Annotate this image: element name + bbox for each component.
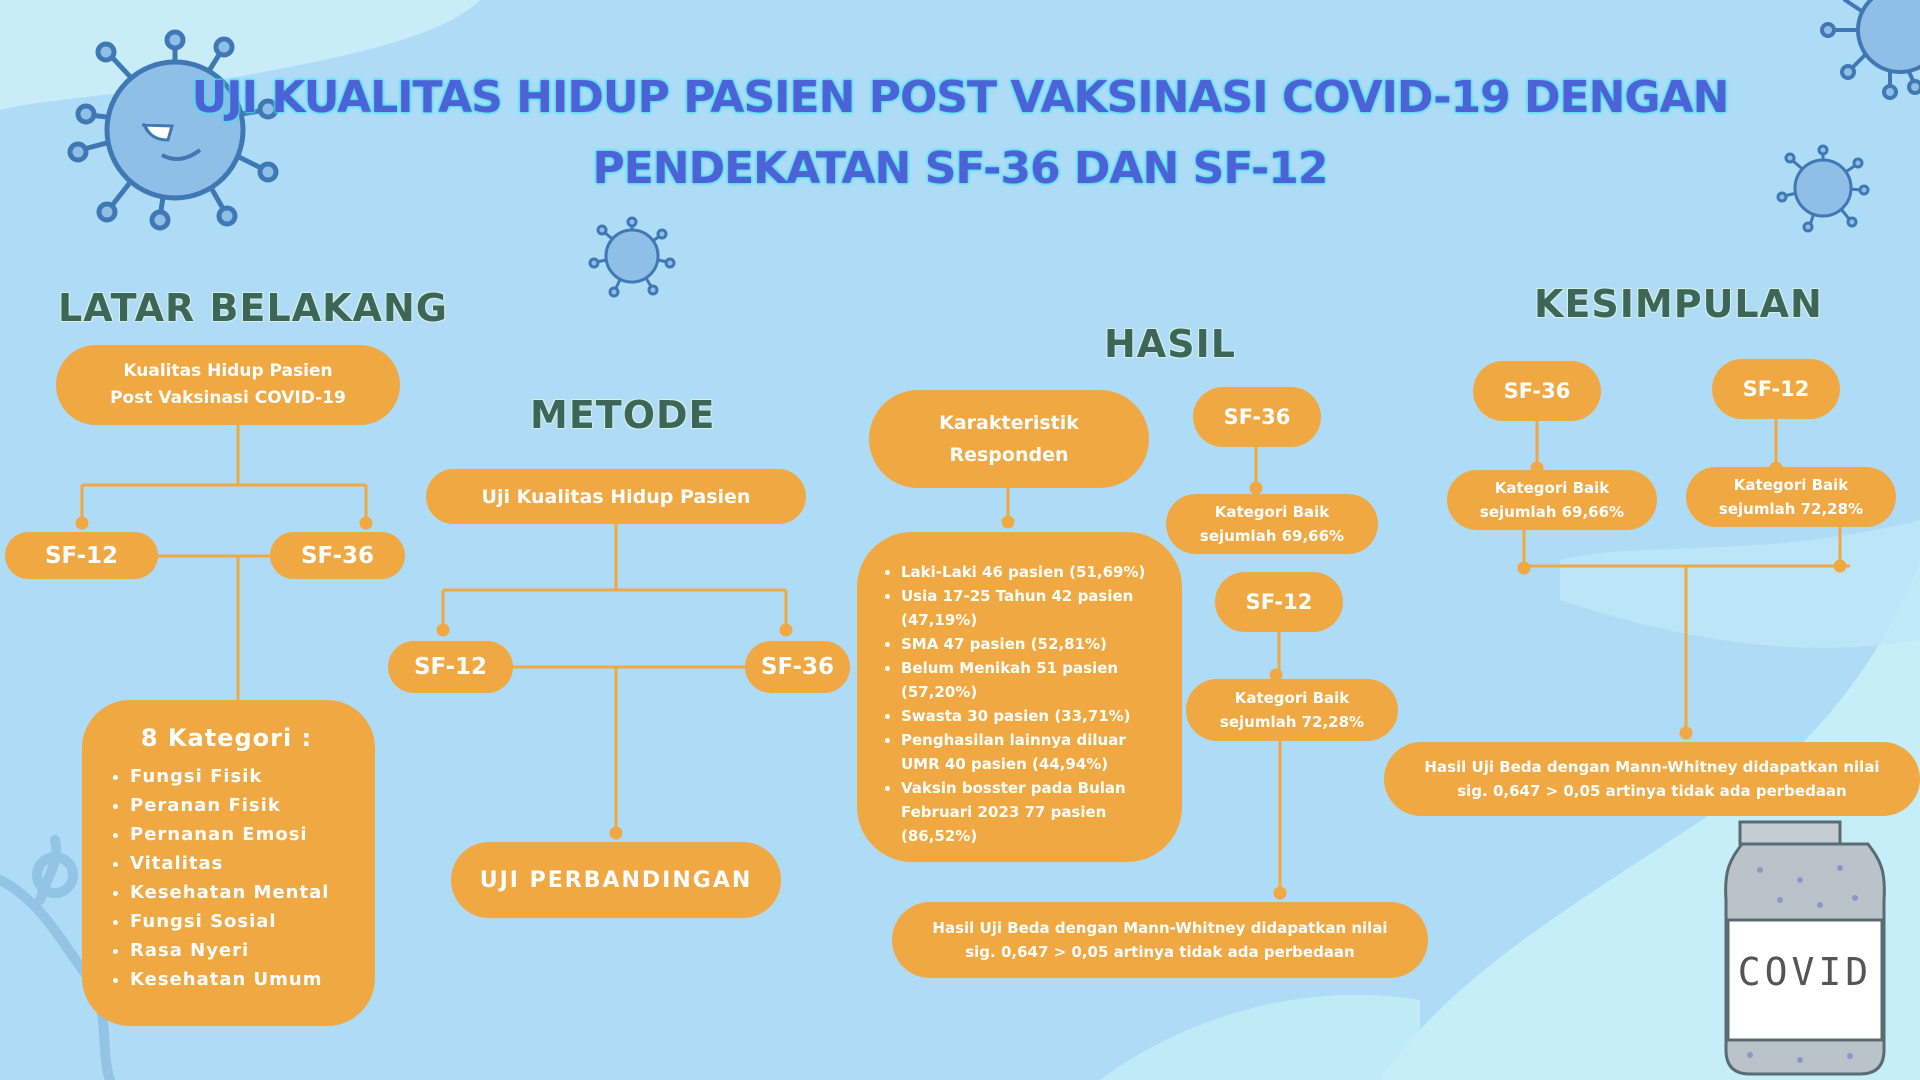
light-blob-bottom xyxy=(1100,995,1420,1080)
vaccine-vial xyxy=(1726,822,1885,1074)
karakteristik-line1: Karakteristik xyxy=(939,412,1079,434)
responden-box xyxy=(857,532,1182,862)
kategori-item: • Kesehatan Mental xyxy=(130,878,355,907)
kesimpulan-uji-line1: Hasil Uji Beda dengan Mann-Whitney didapatkan nilai xyxy=(1424,758,1880,776)
kesimpulan-sf36-line2: sejumlah 69,66% xyxy=(1479,503,1625,521)
hasil-sf12-line1: Kategori Baik xyxy=(1234,689,1350,707)
vial-label: COVID xyxy=(1737,950,1873,994)
metode-bottom-node: UJI PERBANDINGAN xyxy=(451,842,781,918)
responden-item: • SMA 47 pasien (52,81%) xyxy=(901,632,1162,656)
kategori-list xyxy=(108,762,355,994)
karakteristik-line2: Responden xyxy=(949,444,1069,466)
latar-sf36-node: SF-36 xyxy=(270,532,405,579)
kategori-title: 8 Kategori : xyxy=(140,724,313,752)
responden-item: • Vaksin bosster pada Bulan Februari 2023 77 pasien (86,52%) xyxy=(901,776,1162,848)
kategori-item: • Fungsi Fisik xyxy=(130,762,355,791)
hasil-uji-node xyxy=(892,902,1428,978)
latar-top-line1: Kualitas Hidup Pasien xyxy=(123,361,333,381)
kesimpulan-uji-node xyxy=(1384,742,1920,816)
latar-top-node xyxy=(56,345,400,425)
kesimpulan-sf12-line1: Kategori Baik xyxy=(1733,476,1849,494)
metode-top-node: Uji Kualitas Hidup Pasien xyxy=(426,469,806,524)
kesimpulan-sf36-line1: Kategori Baik xyxy=(1494,479,1610,497)
latar-heading: LATAR BELAKANG xyxy=(58,286,448,330)
kesimpulan-sf36-node: SF-36 xyxy=(1473,361,1601,421)
hasil-heading: HASIL xyxy=(1104,322,1236,366)
kategori-box xyxy=(82,700,375,1026)
hasil-uji-line2: sig. 0,647 > 0,05 artinya tidak ada perbedaan xyxy=(965,943,1355,961)
hasil-sf36-node: SF-36 xyxy=(1193,387,1321,447)
kesimpulan-heading: KESIMPULAN xyxy=(1534,282,1823,326)
metode-sf36-node: SF-36 xyxy=(745,641,850,693)
hasil-sf36-line1: Kategori Baik xyxy=(1214,503,1330,521)
responden-item: • Penghasilan lainnya diluar UMR 40 pasien (44,94%) xyxy=(901,728,1162,776)
virus-small-center xyxy=(590,218,674,296)
latar-sf12-node: SF-12 xyxy=(5,532,158,579)
hasil-sf12-result xyxy=(1186,679,1398,741)
kategori-item: • Fungsi Sosial xyxy=(130,907,355,936)
kategori-item: • Rasa Nyeri xyxy=(130,936,355,965)
hasil-sf12-node: SF-12 xyxy=(1215,572,1343,632)
kategori-item: • Vitalitas xyxy=(130,849,355,878)
kesimpulan-sf12-node: SF-12 xyxy=(1712,359,1840,419)
metode-sf12-node: SF-12 xyxy=(388,641,513,693)
light-blob-right xyxy=(1560,520,1920,648)
metode-heading: METODE xyxy=(530,393,716,437)
latar-top-line2: Post Vaksinasi COVID-19 xyxy=(110,388,346,408)
karakteristik-node xyxy=(869,390,1149,488)
responden-list xyxy=(883,560,1162,848)
kategori-item: • Kesehatan Umum xyxy=(130,965,355,994)
kategori-item: • Pernanan Emosi xyxy=(130,820,355,849)
responden-item: • Belum Menikah 51 pasien (57,20%) xyxy=(901,656,1162,704)
kesimpulan-sf12-line2: sejumlah 72,28% xyxy=(1718,500,1864,518)
responden-item: • Laki-Laki 46 pasien (51,69%) xyxy=(901,560,1162,584)
kategori-item: • Peranan Fisik xyxy=(130,791,355,820)
hasil-sf36-result xyxy=(1166,494,1378,554)
kesimpulan-uji-line2: sig. 0,647 > 0,05 artinya tidak ada perbedaan xyxy=(1457,782,1847,800)
responden-item: • Swasta 30 pasien (33,71%) xyxy=(901,704,1162,728)
responden-item: • Usia 17-25 Tahun 42 pasien (47,19%) xyxy=(901,584,1162,632)
kesimpulan-sf12-result xyxy=(1686,467,1896,527)
hasil-sf36-line2: sejumlah 69,66% xyxy=(1199,527,1345,545)
page-title-line2: PENDEKATAN SF-36 DAN SF-12 xyxy=(592,143,1328,194)
kesimpulan-sf36-result xyxy=(1447,470,1657,530)
page-title-line1: UJI KUALITAS HIDUP PASIEN POST VAKSINASI COVID-19 DENGAN xyxy=(191,72,1729,123)
hasil-sf12-line2: sejumlah 72,28% xyxy=(1219,713,1365,731)
hasil-uji-line1: Hasil Uji Beda dengan Mann-Whitney didapatkan nilai xyxy=(932,919,1388,937)
